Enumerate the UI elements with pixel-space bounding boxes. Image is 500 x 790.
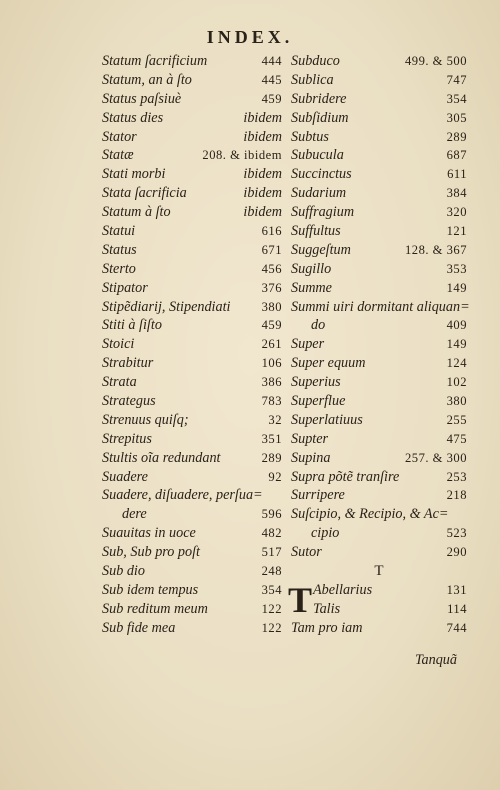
left-index-entry <box>102 335 282 354</box>
index-term: Sub dio <box>102 563 145 580</box>
page-reference: 248 <box>261 564 282 579</box>
left-index-entry <box>102 184 282 203</box>
index-term: Status dies <box>102 109 164 126</box>
page-reference: 149 <box>446 280 467 295</box>
page-reference: 376 <box>261 280 282 295</box>
left-index-entry <box>102 411 282 430</box>
left-index-entry <box>102 279 282 298</box>
index-term: Suadere <box>102 468 148 485</box>
index-term: cipio <box>311 525 340 542</box>
index-term: Strenuus quiſq; <box>102 411 189 428</box>
right-index-entry <box>291 373 467 392</box>
index-term: Statui <box>102 223 136 240</box>
index-term: Sterto <box>102 260 136 277</box>
index-term: Sugillo <box>291 260 332 277</box>
left-index-entry <box>102 468 282 487</box>
right-index-entry <box>291 128 467 147</box>
right-index-entry <box>291 203 467 222</box>
index-term: Stiti à ſiſto <box>102 317 162 334</box>
page-reference: 102 <box>446 375 467 390</box>
index-term: Talis <box>313 600 341 617</box>
left-index-entry <box>102 128 282 147</box>
page-reference: ibidem <box>243 204 282 221</box>
index-term: Sub reditum meum <box>102 600 208 617</box>
right-index-entry <box>291 449 467 468</box>
page-reference: 444 <box>261 54 282 68</box>
index-term: Status paſsiuè <box>102 90 182 107</box>
index-term: Subucula <box>291 147 344 164</box>
page-reference: 384 <box>446 186 467 201</box>
page-reference: 128. & 367 <box>404 242 467 257</box>
right-index-entry <box>291 165 467 184</box>
page-reference: 351 <box>261 431 282 446</box>
catchword: Tanquã <box>414 652 457 668</box>
page-reference: 380 <box>446 394 467 409</box>
page-reference: 255 <box>446 412 467 427</box>
page-reference: 616 <box>261 224 282 239</box>
page-reference: 149 <box>446 337 467 352</box>
page-reference: 32 <box>268 412 282 427</box>
index-term: Statum à ſto <box>102 204 171 221</box>
right-index-entry <box>291 109 467 128</box>
page-reference: 122 <box>261 620 282 635</box>
index-term: Strepitus <box>102 430 152 447</box>
page-reference: 122 <box>261 601 282 616</box>
page-reference: 131 <box>446 582 467 597</box>
page-reference: 92 <box>268 469 282 484</box>
index-term: Sub, Sub pro poſt <box>102 544 201 561</box>
left-index-entry <box>102 260 282 279</box>
section-letter: T <box>374 563 384 580</box>
page-reference: 124 <box>446 356 467 371</box>
left-index-entry <box>102 543 282 562</box>
page-reference: 687 <box>446 148 467 163</box>
index-term: Subridere <box>291 90 347 107</box>
left-index-entry <box>102 298 282 317</box>
page-reference: 305 <box>446 110 467 125</box>
index-term: Supina <box>291 449 331 466</box>
page-reference: 475 <box>446 431 467 446</box>
page-reference: 386 <box>261 375 282 390</box>
right-index-entry <box>291 335 467 354</box>
left-index-entry <box>102 373 282 392</box>
index-term: Sub fide mea <box>102 619 176 636</box>
page-reference: 744 <box>446 620 467 635</box>
page-reference: 409 <box>446 318 467 333</box>
right-index-entry <box>291 468 467 487</box>
page-reference: 261 <box>261 337 282 352</box>
right-index-entry <box>291 279 467 298</box>
page-reference: 253 <box>446 469 467 484</box>
page-reference: 353 <box>446 261 467 276</box>
index-term: Strategus <box>102 393 156 410</box>
index-term: Tam pro iam <box>291 619 363 636</box>
left-index-entry <box>102 90 282 109</box>
drop-cap-letter: T <box>288 579 313 620</box>
left-index-entry <box>102 165 282 184</box>
index-term: Subduco <box>291 53 340 69</box>
index-term: Subſidium <box>291 109 349 126</box>
page-reference: 523 <box>446 526 467 541</box>
index-term: Stipẽdiarij, Stipendiati <box>102 298 231 315</box>
left-index-entry <box>102 581 282 600</box>
index-term: Sublica <box>291 71 334 88</box>
page-reference: 289 <box>446 129 467 144</box>
index-term: Stata ſacrificia <box>102 185 187 202</box>
index-term: Sudarium <box>291 185 347 202</box>
left-index-entry <box>102 486 282 505</box>
page-reference: 459 <box>261 91 282 106</box>
index-term: Strata <box>102 374 137 391</box>
page-reference: 106 <box>261 356 282 371</box>
page-reference: 747 <box>446 72 467 87</box>
page-reference: 354 <box>261 582 282 597</box>
index-term: Subtus <box>291 128 329 145</box>
index-term: do <box>311 317 326 334</box>
left-index-entry <box>102 505 282 524</box>
page-reference: 456 <box>261 261 282 276</box>
index-term: Superius <box>291 374 341 391</box>
index-term: Supter <box>291 430 329 447</box>
left-index-entry <box>102 430 282 449</box>
page-reference: 354 <box>446 91 467 106</box>
left-index-entry <box>102 600 282 619</box>
page-reference: 121 <box>446 224 467 239</box>
right-index-entry <box>291 619 467 638</box>
left-index-entry <box>102 146 282 165</box>
index-term: Superlatiuus <box>291 411 363 428</box>
index-term: Summe <box>291 279 332 296</box>
right-index-entry <box>291 184 467 203</box>
page-reference: 499. & 500 <box>404 54 467 68</box>
left-index-entry <box>102 562 282 581</box>
left-index-entry <box>102 316 282 335</box>
index-term: Super <box>291 336 325 353</box>
index-term: Statum ſacrificium <box>102 53 208 69</box>
right-index-entry <box>291 71 467 90</box>
page-reference: 208. & ibidem <box>202 148 282 163</box>
index-term: Strabitur <box>102 355 154 372</box>
index-term: Suggeſtum <box>291 241 351 258</box>
index-term: Stipator <box>102 279 148 296</box>
page-reference: 290 <box>446 545 467 560</box>
page-reference: 380 <box>261 299 282 314</box>
page-reference: ibidem <box>243 185 282 202</box>
right-index-entry <box>291 524 467 543</box>
index-term: Statum, an à ſto <box>102 71 192 88</box>
page-reference: 459 <box>261 318 282 333</box>
left-index-entry <box>102 524 282 543</box>
index-term: Suadere, diſuadere, perſua= <box>102 487 263 504</box>
page-reference: 218 <box>446 488 467 503</box>
right-index-entry <box>291 260 467 279</box>
page-reference: 482 <box>261 526 282 541</box>
right-index-entry <box>291 90 467 109</box>
right-index-entry <box>291 298 470 317</box>
index-term: Succinctus <box>291 166 352 183</box>
right-index-entry <box>291 562 467 581</box>
index-term: Sub idem tempus <box>102 581 199 598</box>
page-reference: 611 <box>447 167 467 182</box>
index-term: Suſcipio, & Recipio, & Ac= <box>291 506 449 523</box>
left-index-entry <box>102 222 282 241</box>
right-index-entry <box>291 354 467 373</box>
page-reference: 114 <box>447 601 467 616</box>
right-index-entry <box>291 222 467 241</box>
page-reference: ibidem <box>243 109 282 126</box>
index-term: Supra põtẽ tranſire <box>291 468 400 485</box>
index-term: Superflue <box>291 393 346 410</box>
left-index-entry <box>102 449 282 468</box>
index-term: Suauitas in uoce <box>102 525 196 542</box>
left-index-entry <box>102 619 282 638</box>
left-index-entry <box>102 354 282 373</box>
page-reference: 257. & 300 <box>404 450 467 465</box>
page-reference: 320 <box>446 205 467 220</box>
index-term: Sutor <box>291 544 322 561</box>
right-index-entry <box>291 241 467 260</box>
right-index-entry <box>291 316 467 335</box>
index-term: Abellarius <box>313 581 373 598</box>
left-index-entry <box>102 109 282 128</box>
index-term: Stator <box>102 128 137 145</box>
page-header: INDEX. <box>206 27 294 47</box>
page-reference: ibidem <box>243 128 282 145</box>
right-index-entry <box>291 52 467 71</box>
page-reference: 445 <box>261 72 282 87</box>
right-index-entry <box>291 430 467 449</box>
page-reference: 783 <box>261 394 282 409</box>
index-term: Summi uiri dormitant aliquan= <box>291 298 470 315</box>
left-index-entry <box>102 203 282 222</box>
left-index-entry <box>102 71 282 90</box>
left-column <box>102 52 282 638</box>
right-index-entry <box>291 600 467 619</box>
page-reference: ibidem <box>243 166 282 183</box>
index-term: Surripere <box>291 487 345 504</box>
index-term: dere <box>122 506 147 523</box>
right-column <box>288 52 470 638</box>
right-index-entry <box>291 543 467 562</box>
index-term: Suffultus <box>291 223 341 240</box>
right-index-entry <box>291 392 467 411</box>
index-term: Statæ <box>102 147 134 164</box>
left-index-entry <box>102 392 282 411</box>
index-term: Super equum <box>291 355 366 372</box>
page-reference: 596 <box>261 507 282 522</box>
index-term: Status <box>102 241 137 258</box>
right-index-entry <box>291 505 467 524</box>
right-index-entry <box>291 411 467 430</box>
page-reference: 671 <box>261 242 282 257</box>
index-term: Suffragium <box>291 204 355 221</box>
index-term: Stati morbi <box>102 166 166 183</box>
index-term: Stoici <box>102 336 135 353</box>
index-term: Stultis oĩa redundant <box>102 449 221 466</box>
left-index-entry <box>102 241 282 260</box>
right-index-entry <box>291 146 467 165</box>
left-index-entry <box>102 52 282 71</box>
page-reference: 289 <box>261 450 282 465</box>
right-index-entry <box>291 486 467 505</box>
page-reference: 517 <box>261 545 282 560</box>
